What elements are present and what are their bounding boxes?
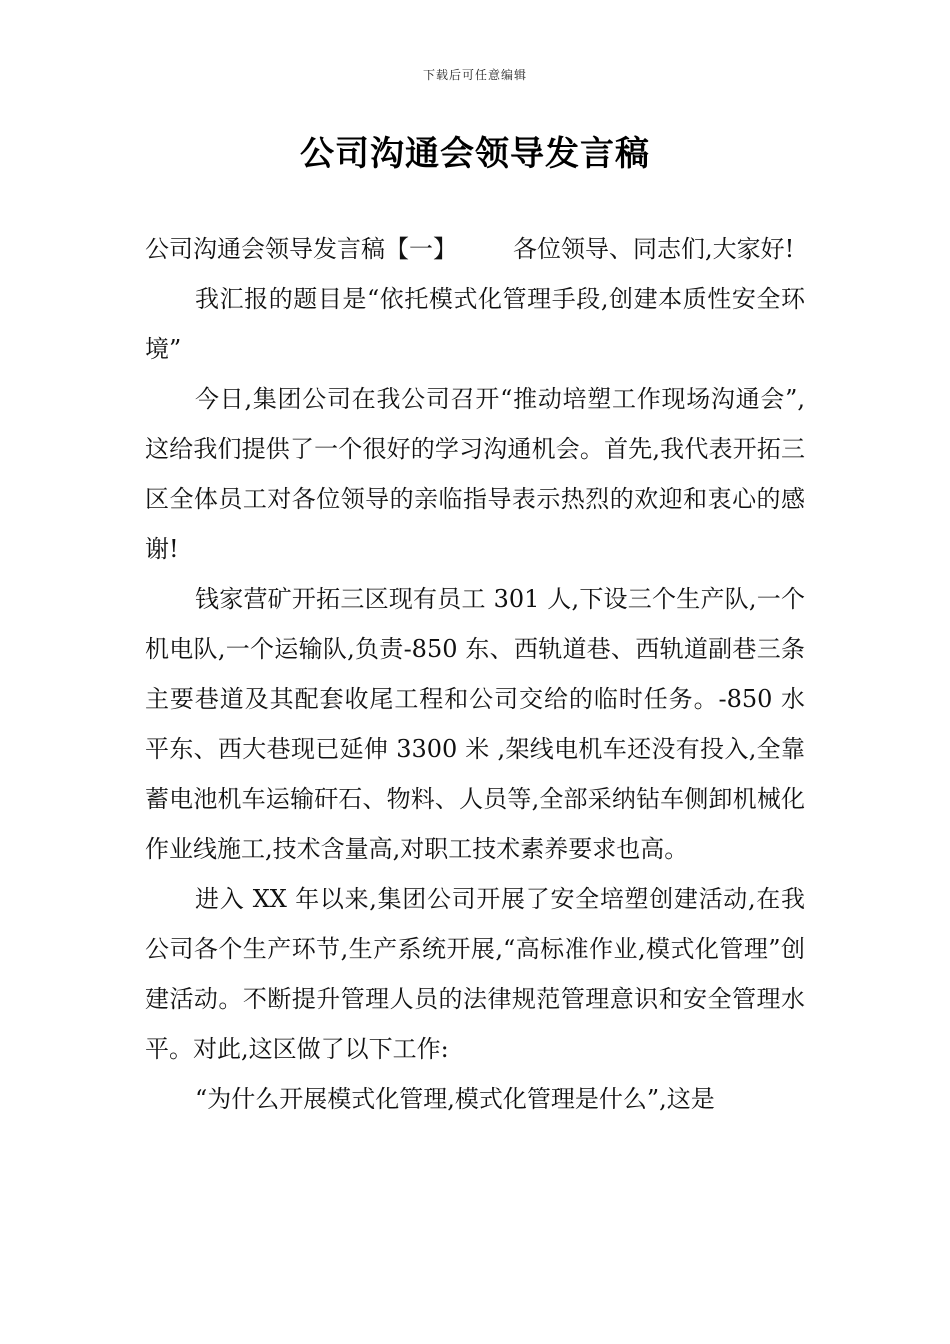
paragraph-welcome: 今日,集团公司在我公司召开“推动培塑工作现场沟通会”,这给我们提供了一个很好的学习沟通机会。首先,我代表开拓三区全体员工对各位领导的亲临指导表示热烈的欢迎和衷心的感谢! — [145, 385, 805, 563]
paragraph-question: “为什么开展模式化管理,模式化管理是什么”,这是 — [195, 1085, 715, 1113]
greeting: 各位领导、同志们,大家好! — [513, 235, 795, 263]
paragraph-activities: 进入 XX 年以来,集团公司开展了安全培塑创建活动,在我公司各个生产环节,生产系统开展,“高标准作业,模式化管理”创建活动。不断提升管理人员的法律规范管理意识和安全管理水平。对此,这区做了以下工作: — [145, 885, 805, 1063]
document-title: 公司沟通会领导发言稿 — [300, 134, 650, 174]
paragraph-district-overview: 钱家营矿开拓三区现有员工 301 人,下设三个生产队,一个机电队,一个运输队,负责-850 东、西轨道巷、西轨道副巷三条主要巷道及其配套收尾工程和公司交给的临时任务。-850 水平东、西大巷现已延伸 3300 米 ,架线电机车还没有投入,全靠蓄电池机车运输矸石、物料、人员等,全部采纳钻车侧卸机械化作业线施工,技术含量高,对职工技术素养要求也高。 — [145, 585, 805, 863]
document-body — [145, 224, 805, 1124]
section-label: 公司沟通会领导发言稿【一】 — [145, 235, 457, 263]
intro-paragraph — [145, 224, 805, 274]
paragraph-topic: 我汇报的题目是“依托模式化管理手段,创建本质性安全环境” — [145, 285, 805, 363]
header-note: 下载后可任意编辑 — [422, 68, 527, 82]
